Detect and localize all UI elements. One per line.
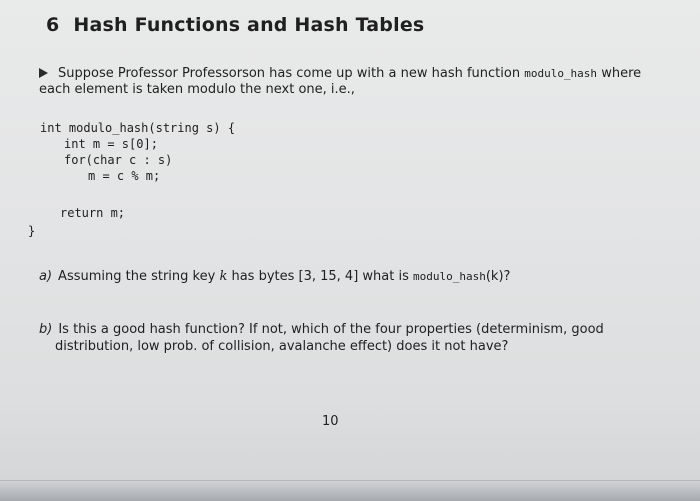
- code-line-5: return m;: [60, 206, 126, 220]
- question-a-text-mid: has bytes [3, 15, 4] what is: [227, 269, 413, 284]
- section-title: Hash Functions and Hash Tables: [73, 14, 425, 36]
- page-edge-shadow: [0, 479, 700, 501]
- intro-paragraph: [39, 66, 679, 98]
- intro-text-after: where: [597, 66, 642, 81]
- code-line-4: m = c % m;: [88, 169, 161, 183]
- question-a-label: a): [39, 269, 53, 284]
- question-b: [39, 321, 669, 355]
- section-heading: [46, 14, 424, 36]
- question-a-key-var: k: [219, 269, 228, 284]
- question-a-function-name: modulo_hash: [413, 270, 486, 283]
- question-a-text-end: ?: [503, 269, 511, 284]
- code-line-2: int m = s[0];: [64, 137, 158, 151]
- question-b-line-2: distribution, low prob. of collision, avalanche effect) does it not have?: [55, 339, 509, 354]
- code-line-3: for(char c : s): [64, 153, 173, 167]
- question-b-line-1: Is this a good hash function? If not, which of the four properties (determinism, good: [58, 322, 604, 337]
- question-b-label: b): [39, 322, 53, 337]
- code-closing-brace: }: [28, 224, 36, 238]
- page-number: 10: [322, 414, 339, 429]
- intro-line-2: each element is taken modulo the next one, i.e.,: [39, 82, 355, 97]
- intro-function-name: modulo_hash: [524, 67, 598, 80]
- section-number: 6: [46, 14, 60, 36]
- question-a: [39, 268, 669, 285]
- triangle-bullet-icon: [39, 68, 48, 78]
- code-line-1: int modulo_hash(string s) {: [40, 121, 236, 135]
- question-a-call-arg: (k): [485, 269, 504, 284]
- intro-text-before: Suppose Professor Professorson has come up with a new hash function: [58, 66, 525, 81]
- question-a-text-before: Assuming the string key: [58, 269, 220, 284]
